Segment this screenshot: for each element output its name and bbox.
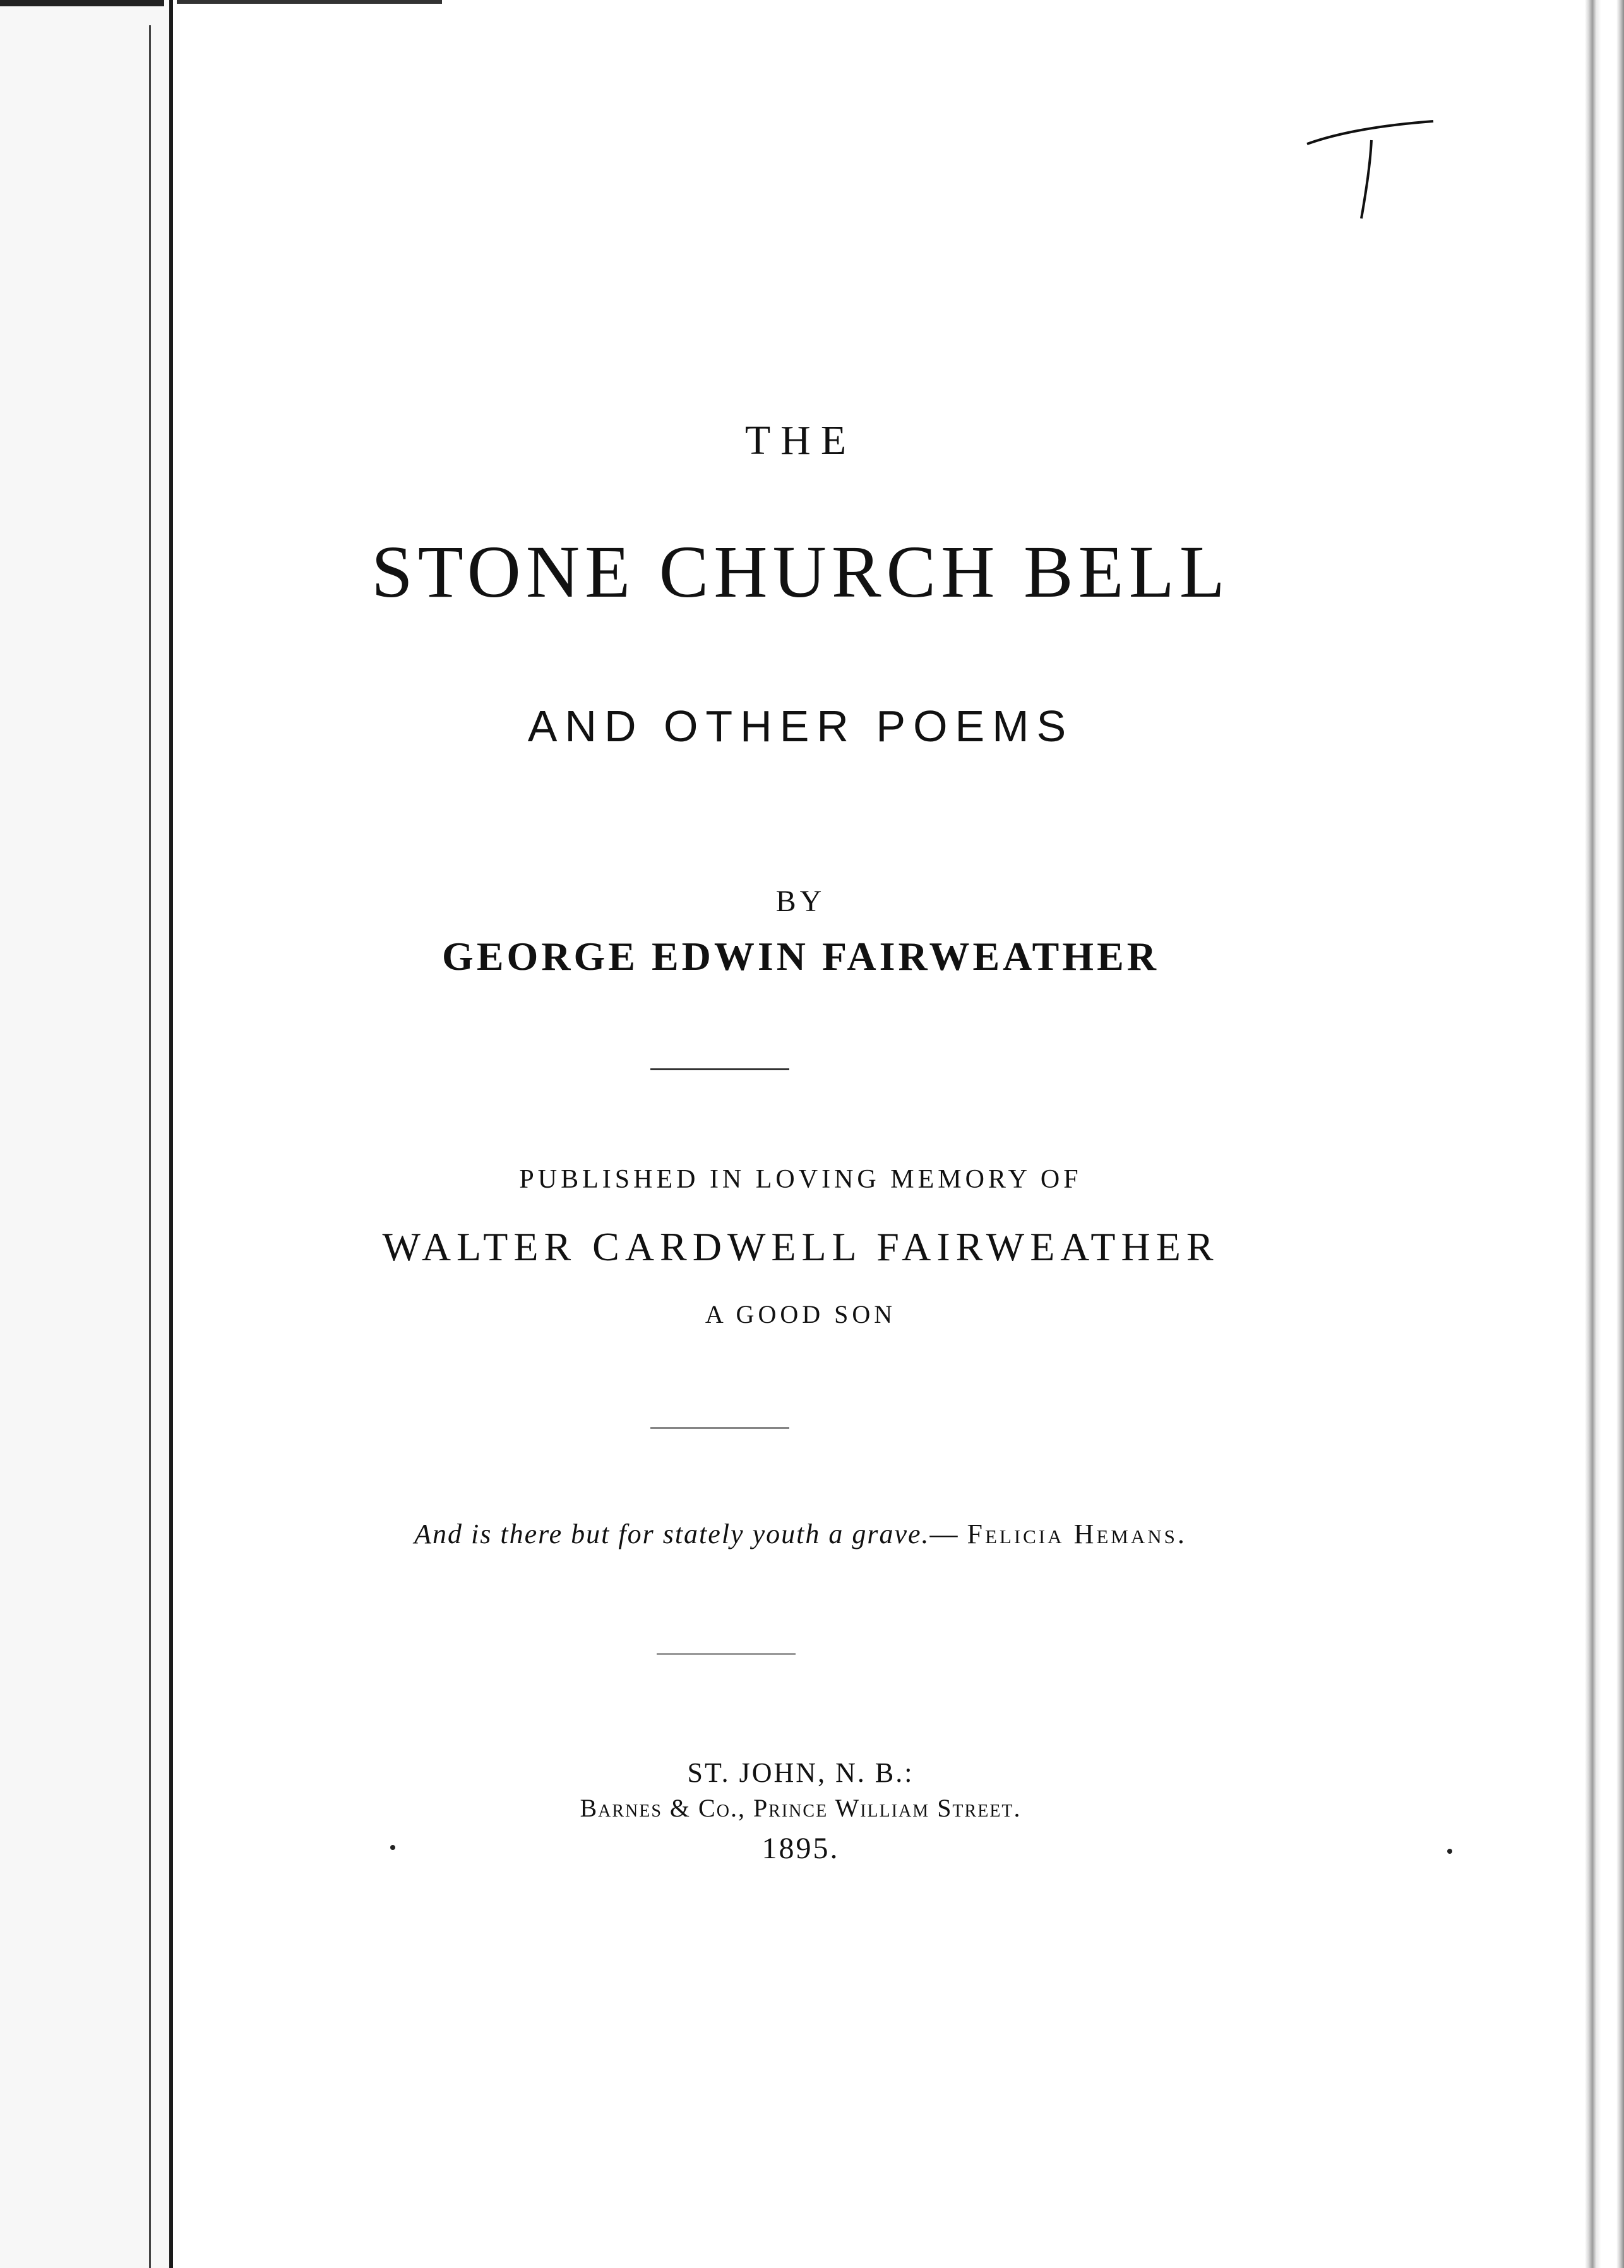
speck-mark-right xyxy=(1446,1847,1454,1855)
by-line: BY xyxy=(775,885,826,918)
dedication-name: WALTER CARDWELL FAIRWEATHER xyxy=(382,1224,1219,1269)
title-article: THE xyxy=(744,417,857,463)
epigraph-dash: — xyxy=(929,1519,959,1549)
top-edge-marks xyxy=(0,0,442,16)
speck-mark-left xyxy=(389,1844,397,1851)
dedication-intro: PUBLISHED IN LOVING MEMORY OF xyxy=(519,1165,1082,1194)
left-page-edge xyxy=(0,0,173,2268)
epigraph-author: Felicia Hemans. xyxy=(967,1519,1187,1549)
book-subtitle: AND OTHER POEMS xyxy=(527,701,1074,751)
divider-rule-1 xyxy=(650,1068,789,1070)
epigraph-text: And is there but for stately youth a grave. xyxy=(414,1519,930,1549)
author-name: GEORGE EDWIN FAIRWEATHER xyxy=(442,934,1159,979)
publication-year: 1895. xyxy=(761,1832,840,1865)
divider-rule-2 xyxy=(650,1427,789,1429)
publisher-name: Barnes & Co., Prince William Street. xyxy=(580,1794,1022,1822)
book-title: STONE CHURCH BELL xyxy=(371,530,1230,613)
epigraph xyxy=(169,1518,1432,1550)
dedication-description: A GOOD SON xyxy=(705,1300,897,1328)
divider-rule-3 xyxy=(657,1653,796,1655)
page-gutter-line xyxy=(149,25,151,2268)
right-page-edge xyxy=(1585,0,1624,2268)
publication-place: ST. JOHN, N. B.: xyxy=(687,1757,914,1788)
handwritten-t-mark xyxy=(1301,107,1440,234)
